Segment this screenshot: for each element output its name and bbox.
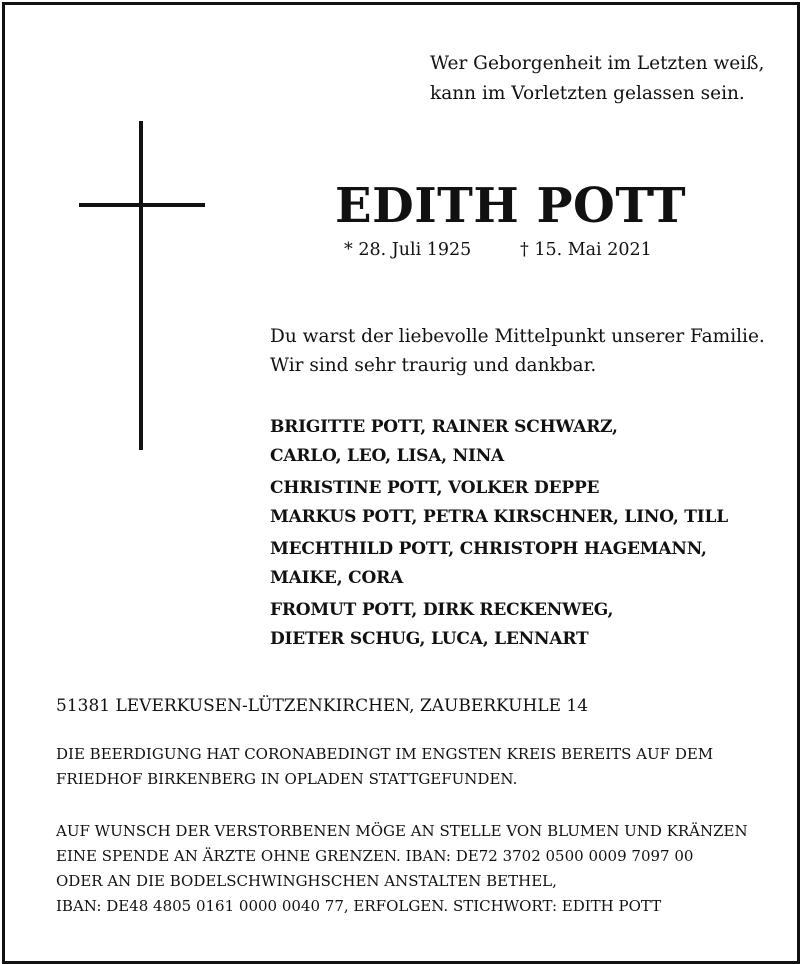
- address: 51381 LEVERKUSEN-LÜTZENKIRCHEN, ZAUBERKUHLE 14: [56, 696, 589, 716]
- cross-vertical-bar: [139, 121, 143, 450]
- mourner-line: MAIKE, CORA: [270, 568, 403, 588]
- mourners-list: [270, 413, 728, 657]
- mourner-line: MECHTHILD POTT, CHRISTOPH HAGEMANN,: [270, 539, 707, 559]
- funeral-note: [56, 742, 713, 792]
- donation-line: ODER AN DIE BODELSCHWINGHSCHEN ANSTALTEN BETHEL,: [56, 872, 557, 890]
- funeral-line: FRIEDHOF BIRKENBERG IN OPLADEN STATTGEFUNDEN.: [56, 770, 518, 788]
- mourner-line: DIETER SCHUG, LUCA, LENNART: [270, 629, 589, 649]
- mourner-group: [270, 474, 728, 532]
- quote: [430, 49, 764, 109]
- donation-line: IBAN: DE48 4805 0161 0000 0040 77, ERFOLGEN. STICHWORT: EDITH POTT: [56, 897, 662, 915]
- donation-line: AUF WUNSCH DER VERSTORBENEN MÖGE AN STELLE VON BLUMEN UND KRÄNZEN: [56, 822, 748, 840]
- mourner-line: FROMUT POTT, DIRK RECKENWEG,: [270, 600, 614, 620]
- quote-line: Wer Geborgenheit im Letzten weiß,: [430, 53, 765, 74]
- message-line: Wir sind sehr traurig und dankbar.: [270, 355, 597, 376]
- mourner-line: CARLO, LEO, LISA, NINA: [270, 446, 505, 466]
- mourner-group: [270, 413, 728, 471]
- quote-line: kann im Vorletzten gelassen sein.: [430, 83, 745, 104]
- mourner-group: [270, 596, 728, 654]
- donation-line: EINE SPENDE AN ÄRZTE OHNE GRENZEN. IBAN: DE72 3702 0500 0009 7097 00: [56, 847, 694, 865]
- death-date: † 15. Mai 2021: [520, 240, 652, 260]
- birth-date: * 28. Juli 1925: [344, 240, 472, 260]
- message-line: Du warst der liebevolle Mittelpunkt unserer Familie.: [270, 326, 765, 347]
- cross-horizontal-bar: [79, 203, 205, 207]
- mourner-group: [270, 535, 728, 593]
- mourner-line: BRIGITTE POTT, RAINER SCHWARZ,: [270, 417, 618, 437]
- deceased-name: EDITH POTT: [335, 178, 687, 234]
- mourner-line: MARKUS POTT, PETRA KIRSCHNER, LINO, TILL: [270, 507, 728, 527]
- funeral-line: DIE BEERDIGUNG HAT CORONABEDINGT IM ENGSTEN KREIS BEREITS AUF DEM: [56, 745, 714, 763]
- family-message: [270, 322, 765, 380]
- donation-note: [56, 819, 748, 919]
- mourner-line: CHRISTINE POTT, VOLKER DEPPE: [270, 478, 600, 498]
